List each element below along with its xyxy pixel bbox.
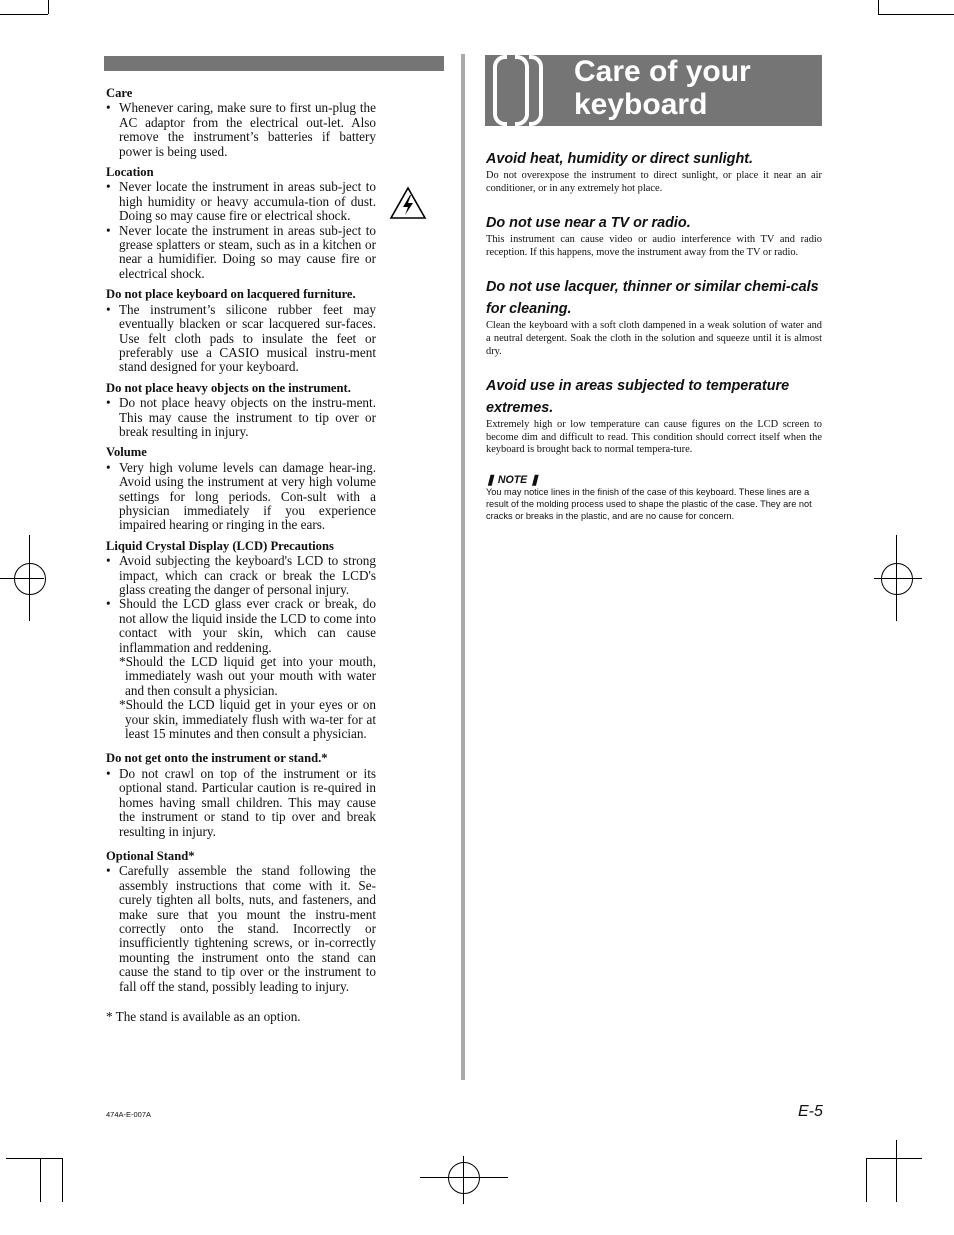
note-label: ❚ NOTE ❚ — [486, 473, 540, 486]
section-body: Extremely high or low temperature can cause figures on the LCD screen to become dim and difficult to read. This condition should correct itself when the keyboard is brought back to normal tempera-ture. — [486, 419, 822, 456]
section-title: Volume — [106, 445, 147, 460]
section-heading: Avoid use in areas subjected to temperature extremes. — [486, 378, 790, 417]
list-item: • Never locate the instrument in areas sub-ject to high humidity or heavy accumula-tion of dust. Doing so may cause fire or electrical shock. — [106, 180, 376, 223]
list-item: • Whenever caring, make sure to first un-plug the AC adaptor from the electrical out-let. Also remove the instrument’s batteries if battery power is being used. — [106, 101, 376, 159]
section-body: Do not overexpose the instrument to direct sunlight, or place it near an air conditioner, or in any extremely hot place. — [486, 170, 822, 194]
section-title: Liquid Crystal Display (LCD) Precautions — [106, 538, 334, 553]
section-heading: Do not use lacquer, thinner or similar chemi-cals for cleaning. — [486, 279, 819, 318]
footnote: * The stand is available as an option. — [106, 1008, 301, 1024]
section-heading: Avoid heat, humidity or direct sunlight. — [486, 151, 754, 167]
section-title: Optional Stand* — [106, 848, 195, 863]
list-item: • The instrument’s silicone rubber feet may eventually blacken or scar lacquered sur-faces. Use felt cloth pads to insulate the feet or preferably use a CASIO musical instru-ment stand designed for your keyboard. — [106, 303, 376, 375]
section-body: This instrument can cause video or audio interference with TV and radio reception. If this happens, move the instrument away from the TV or radio. — [486, 234, 822, 258]
list-item: • Do not crawl on top of the instrument or its optional stand. Particular caution is re-quired in homes having small children. This may cause the instrument or stand to tip over and break resulting in injury. — [106, 767, 376, 839]
section-title: Do not place heavy objects on the instrument. — [106, 380, 351, 395]
note-text: You may notice lines in the finish of the case of this keyboard. These lines are a result of the molding process used to shape the plastic of the case. They are not cracks or breaks in the plastic, and are no cause for concern. — [486, 486, 812, 521]
sub-note: *Should the LCD liquid get in your eyes or on your skin, immediately flush with wa-ter for at least 15 minutes and then consult a physician. — [119, 697, 376, 742]
section-heading: Do not use near a TV or radio. — [486, 215, 691, 232]
list-item: • Very high volume levels can damage hear-ing. Avoid using the instrument at very high volume settings for long periods. Con-sult with a physician immediately if you experience impaired hearing or ringing in the ears. — [106, 461, 376, 533]
column-divider — [461, 54, 465, 1080]
list-item: • Never locate the instrument in areas sub-ject to grease splatters or steam, such as in a kitchen or near a humidifier. Doing so may cause fire or electrical shock. — [106, 224, 376, 282]
list-item: • Should the LCD glass ever crack or break, do not allow the liquid inside the LCD to come into contact with your skin, which can cause inflammation and reddening. — [106, 597, 376, 655]
sub-note: *Should the LCD liquid get into your mouth, immediately wash out your mouth with water and then consult a physician. — [119, 654, 376, 698]
document-code: 474A-E-007A — [106, 1110, 152, 1119]
section-body: Clean the keyboard with a soft cloth dampened in a weak solution of water and a neutral detergent. Soak the cloth in the solution and squeeze until it is almost dry. — [486, 320, 822, 357]
electrical-hazard-warning-icon — [389, 186, 427, 220]
page-title: Care of your keyboard — [574, 55, 751, 121]
section-bar — [104, 56, 444, 71]
list-item: • Carefully assemble the stand following the assembly instructions that come with it. Se-curely tighten all bolts, nuts, and fasteners, and make sure that you mount the instru-ment correctly onto the stand. Incorrectly or insufficiently tightening screws, or in-correctly mounting the instrument onto the stand can cause the stand to tip over or the instrument to fall off the stand, possibly leading to injury. — [106, 864, 376, 994]
section-title: Care — [106, 86, 133, 100]
right-column — [486, 148, 822, 522]
section-title: Do not place keyboard on lacquered furniture. — [106, 287, 356, 302]
page-number: E-5 — [798, 1103, 823, 1120]
page-header — [485, 55, 822, 126]
section-title: Location — [106, 165, 154, 180]
left-column — [106, 86, 376, 1024]
list-item: • Do not place heavy objects on the instru-ment. This may cause the instrument to tip over or break resulting in injury. — [106, 396, 376, 439]
section-title: Do not get onto the instrument or stand.* — [106, 751, 328, 766]
list-item: • Avoid subjecting the keyboard's LCD to strong impact, which can crack or break the LCD's glass creating the danger of personal injury. — [106, 554, 376, 597]
